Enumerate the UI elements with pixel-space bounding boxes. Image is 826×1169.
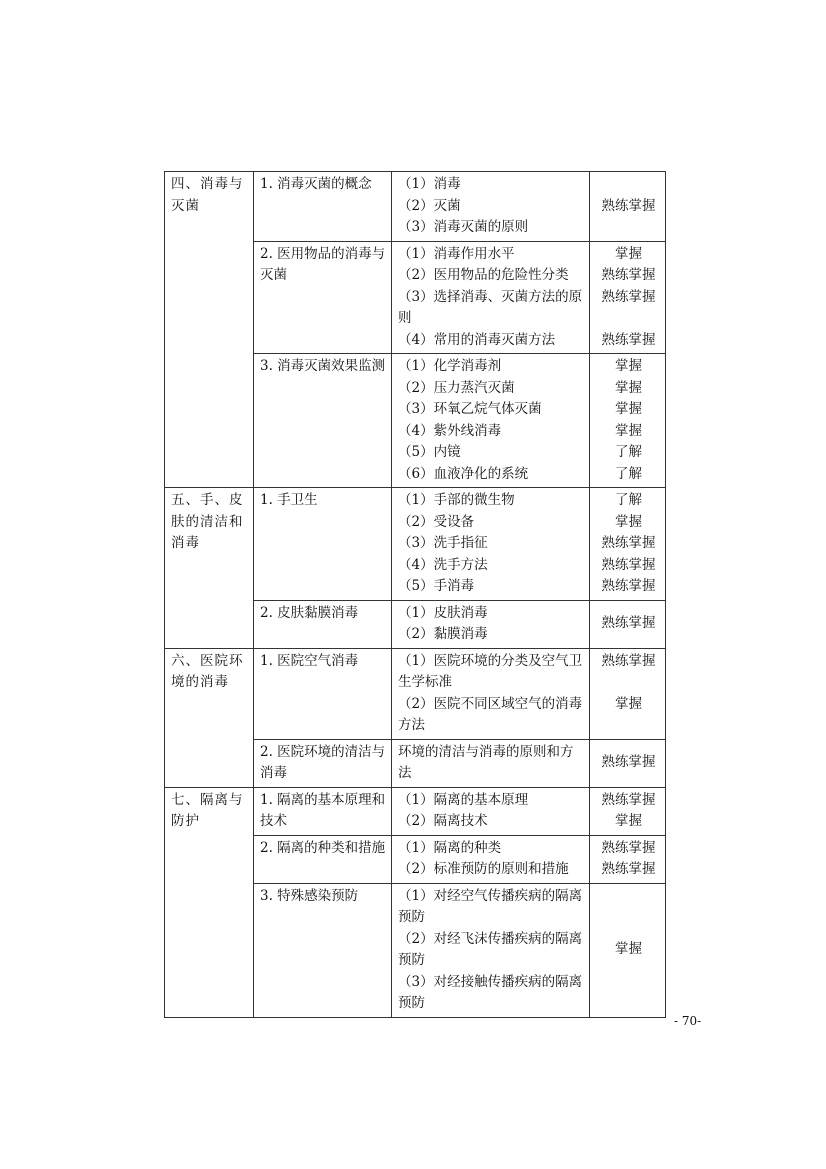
level-text: 掌握 <box>615 245 642 262</box>
level-text: 掌握 <box>615 941 642 958</box>
point-item: （1）对经空气传播疾病的隔离预防 <box>398 887 583 925</box>
level-text: 熟练掌握 <box>601 615 656 632</box>
point-item: （1）医院环境的分类及空气卫生学标准 <box>398 652 583 690</box>
point-item: （1）化学消毒剂 <box>398 358 502 374</box>
level-text: 熟练掌握 <box>601 791 656 808</box>
level-text: 熟练掌握 <box>601 331 656 348</box>
topic-title: 2. 隔离的种类和措施 <box>260 839 386 856</box>
level-text: 熟练掌握 <box>601 578 656 594</box>
unit-title: 七、隔离与防护 <box>171 791 244 829</box>
point-item: （3）对经接触传播疾病的隔离预防 <box>398 973 583 1011</box>
point-item: （6）血液净化的系统 <box>398 465 529 482</box>
table-row <box>165 787 666 835</box>
level-spacer <box>596 672 661 694</box>
unit-cell <box>165 648 254 787</box>
unit-cell <box>165 488 254 649</box>
level-text: 掌握 <box>615 422 642 439</box>
point-item: （5）手消毒 <box>398 578 475 594</box>
point-item: （1）消毒 <box>398 176 461 192</box>
level-cell <box>590 883 666 1017</box>
level-text: 掌握 <box>615 695 642 712</box>
table-row <box>165 172 666 242</box>
point-item: （1）隔离的种类 <box>398 839 502 856</box>
level-text: 熟练掌握 <box>601 556 656 573</box>
points-cell <box>392 600 590 648</box>
level-text: 掌握 <box>615 401 642 417</box>
level-cell <box>590 354 666 488</box>
point-item: 环境的清洁与消毒的原则和方法 <box>398 743 574 781</box>
level-cell <box>590 739 666 787</box>
unit-title: 五、手、皮肤的清洁和消毒 <box>171 492 244 551</box>
point-item: （4）洗手方法 <box>398 556 488 573</box>
level-text: 了解 <box>615 492 642 508</box>
level-text: 熟练掌握 <box>601 267 656 283</box>
point-item: （1）皮肤消毒 <box>398 604 488 621</box>
level-text: 熟练掌握 <box>601 839 656 856</box>
level-text: 熟练掌握 <box>601 754 656 771</box>
points-cell <box>392 648 590 739</box>
level-text: 熟练掌握 <box>601 197 656 214</box>
level-cell <box>590 648 666 739</box>
unit-cell <box>165 172 254 488</box>
level-text: 熟练掌握 <box>601 535 656 551</box>
topic-cell <box>254 354 392 488</box>
level-cell <box>590 488 666 601</box>
level-text: 掌握 <box>615 379 642 396</box>
level-text: 了解 <box>615 465 642 482</box>
level-text: 熟练掌握 <box>601 652 656 669</box>
level-text: 熟练掌握 <box>601 288 656 305</box>
level-text: 掌握 <box>615 513 642 530</box>
point-item: （2）受设备 <box>398 513 475 530</box>
table-row <box>165 648 666 739</box>
topic-title: 2. 皮肤黏膜消毒 <box>260 604 359 621</box>
topic-cell <box>254 600 392 648</box>
point-item: （4）紫外线消毒 <box>398 422 502 439</box>
point-item: （2）灭菌 <box>398 197 461 214</box>
unit-title: 六、医院环境的消毒 <box>171 652 244 690</box>
points-cell <box>392 739 590 787</box>
level-text: 熟练掌握 <box>601 861 656 877</box>
points-cell <box>392 488 590 601</box>
page-number: - 70- <box>674 1014 702 1028</box>
points-cell <box>392 835 590 883</box>
point-item: （2）对经飞沫传播疾病的隔离预防 <box>398 930 583 968</box>
topic-cell <box>254 241 392 354</box>
topic-cell <box>254 739 392 787</box>
topic-cell <box>254 648 392 739</box>
point-item: （1）隔离的基本原理 <box>398 791 529 808</box>
point-item: （2）标准预防的原则和措施 <box>398 861 569 877</box>
point-item: （1）手部的微生物 <box>398 492 515 508</box>
topic-cell <box>254 787 392 835</box>
topic-title: 1. 医院空气消毒 <box>260 652 359 669</box>
level-text: 掌握 <box>615 813 642 829</box>
topic-title: 1. 隔离的基本原理和技术 <box>260 791 386 829</box>
topic-title: 2. 医院环境的清洁与消毒 <box>260 743 386 781</box>
point-item: （3）洗手指征 <box>398 535 488 551</box>
level-text: 了解 <box>615 444 642 460</box>
point-item: （3）环氧乙烷气体灭菌 <box>398 401 542 417</box>
point-item: （2）医用物品的危险性分类 <box>398 267 569 283</box>
points-cell <box>392 883 590 1017</box>
point-item: （2）医院不同区域空气的消毒方法 <box>398 695 583 733</box>
topic-cell <box>254 835 392 883</box>
topic-cell <box>254 883 392 1017</box>
table-row <box>165 488 666 601</box>
point-item: （5）内镜 <box>398 444 461 460</box>
topic-title: 3. 消毒灭菌效果监测 <box>260 358 386 374</box>
points-cell <box>392 172 590 242</box>
level-cell <box>590 241 666 354</box>
point-item: （4）常用的消毒灭菌方法 <box>398 331 556 348</box>
level-spacer <box>596 308 661 330</box>
point-item: （2）隔离技术 <box>398 813 488 829</box>
point-item: （3）消毒灭菌的原则 <box>398 219 529 235</box>
unit-title: 四、消毒与灭菌 <box>171 176 244 214</box>
topic-title: 1. 消毒灭菌的概念 <box>260 176 372 192</box>
points-cell <box>392 354 590 488</box>
level-cell <box>590 600 666 648</box>
topic-cell <box>254 488 392 601</box>
level-cell <box>590 172 666 242</box>
level-cell <box>590 787 666 835</box>
topic-title: 2. 医用物品的消毒与灭菌 <box>260 245 386 283</box>
point-item: （2）黏膜消毒 <box>398 626 488 642</box>
topic-title: 1. 手卫生 <box>260 492 318 508</box>
points-cell <box>392 787 590 835</box>
syllabus-table <box>164 171 666 1018</box>
point-item: （3）选择消毒、灭菌方法的原则 <box>398 288 583 326</box>
topic-cell <box>254 172 392 242</box>
point-item: （2）压力蒸汽灭菌 <box>398 379 515 396</box>
points-cell <box>392 241 590 354</box>
point-item: （1）消毒作用水平 <box>398 245 515 262</box>
unit-cell <box>165 787 254 1017</box>
topic-title: 3. 特殊感染预防 <box>260 887 359 904</box>
level-cell <box>590 835 666 883</box>
level-text: 掌握 <box>615 358 642 374</box>
